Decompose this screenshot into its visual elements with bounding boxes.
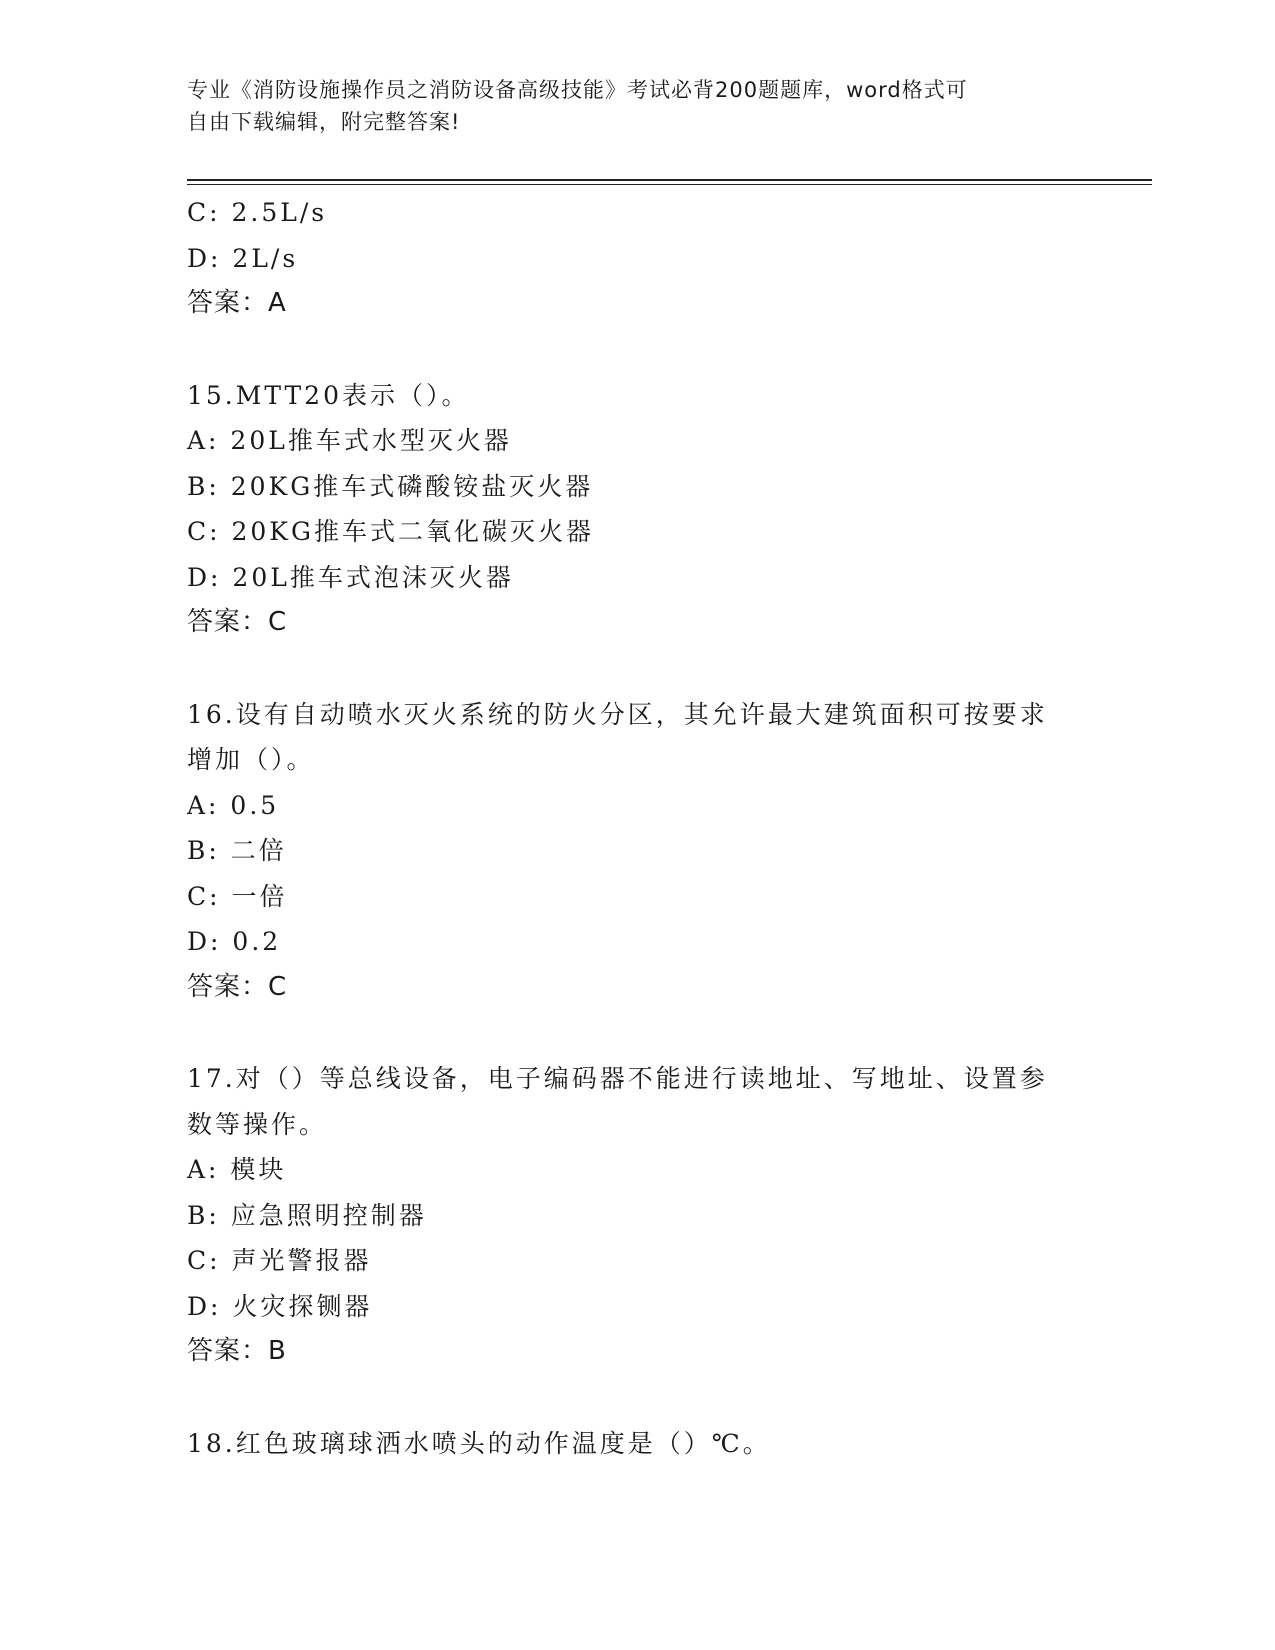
question-text: 18.红色玻璃球洒水喷头的动作温度是（）℃。 xyxy=(187,1428,771,1458)
option-d: D: 火灾探铡器 xyxy=(187,1291,373,1321)
question-text-line-2: 数等操作。 xyxy=(187,1109,328,1139)
option-b: B: 应急照明控制器 xyxy=(187,1200,427,1230)
answer-line: 答案：C xyxy=(187,971,288,1002)
option-d: D: 0.2 xyxy=(187,927,282,956)
answer-line: 答案：A xyxy=(187,288,287,318)
option-a: A: 20L推车式水型灭火器 xyxy=(187,426,512,455)
option-d: D: 2L/s xyxy=(187,243,299,273)
header-line-2: 自由下载编辑，附完整答案! xyxy=(187,110,461,134)
document-header xyxy=(187,74,1067,138)
option-c: C: 20KG推车式二氧化碳灭火器 xyxy=(187,517,594,546)
option-c: C: 一倍 xyxy=(187,881,288,911)
question-list xyxy=(187,190,1087,1466)
question-text: 15.MTT20表示（）。 xyxy=(187,380,470,410)
question-text-line-1: 17.对（）等总线设备，电子编码器不能进行读地址、写地址、设置参 xyxy=(187,1064,1048,1093)
question-18 xyxy=(187,1421,1087,1467)
question-16 xyxy=(187,692,1087,1011)
option-c: C: 2.5L/s xyxy=(187,198,328,227)
question-17 xyxy=(187,1056,1087,1375)
header-divider-thick xyxy=(187,179,1152,181)
spacer xyxy=(187,327,1087,373)
question-14-continued xyxy=(187,190,1087,327)
spacer xyxy=(187,646,1087,692)
header-divider-thin xyxy=(187,184,1152,185)
question-text-line-1: 16.设有自动喷水灭火系统的防火分区，其允许最大建筑面积可按要求 xyxy=(187,699,1048,729)
option-b: B: 二倍 xyxy=(187,836,287,865)
option-d: D: 20L推车式泡沫灭火器 xyxy=(187,562,514,592)
answer-line: 答案：C xyxy=(187,607,288,637)
option-b: B: 20KG推车式磷酸铵盐灭火器 xyxy=(187,471,594,501)
spacer xyxy=(187,1010,1087,1056)
spacer xyxy=(187,1375,1087,1421)
header-line-1: 专业《消防设施操作员之消防设备高级技能》考试必背200题题库，word格式可 xyxy=(187,78,968,102)
option-a: A: 0.5 xyxy=(187,790,280,820)
answer-line: 答案：B xyxy=(187,1336,287,1366)
option-a: A: 模块 xyxy=(187,1155,287,1184)
question-15 xyxy=(187,373,1087,646)
option-c: C: 声光警报器 xyxy=(187,1246,372,1275)
question-text-line-2: 增加（）。 xyxy=(187,745,315,774)
